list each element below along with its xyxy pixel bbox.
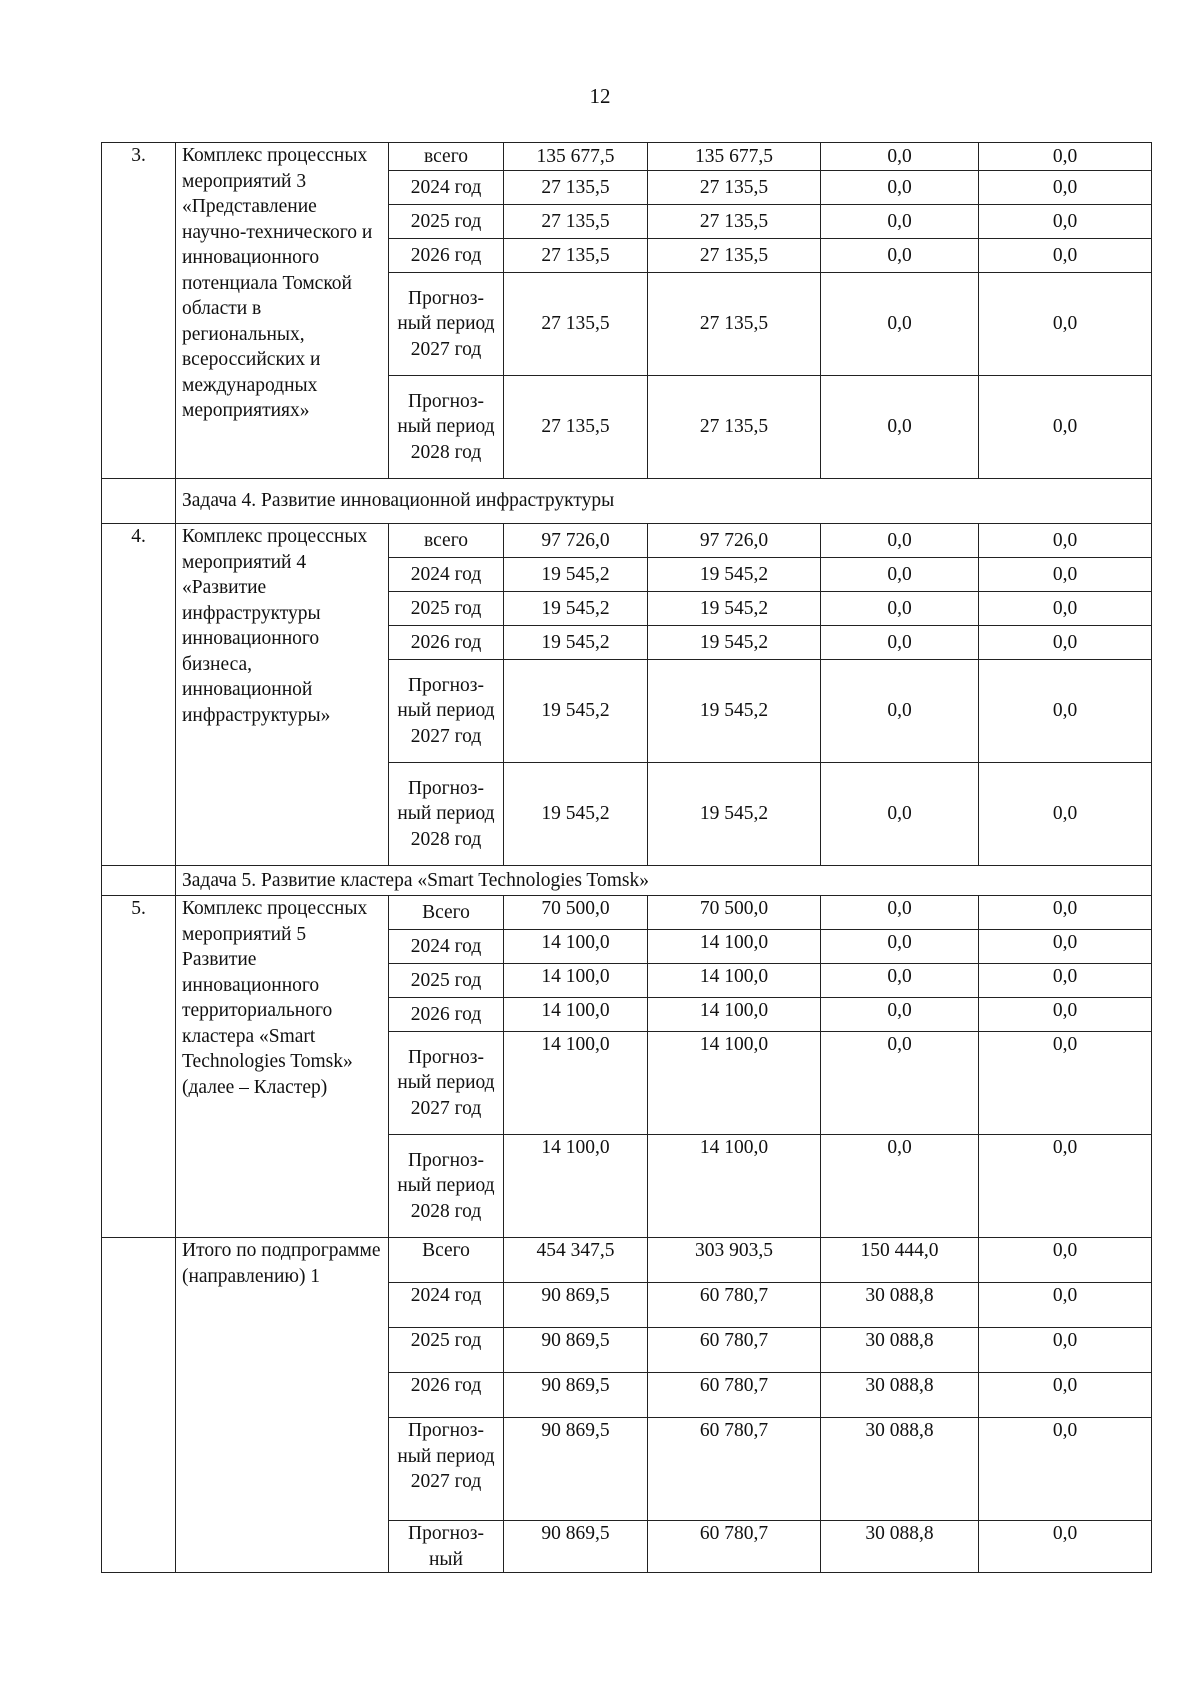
value-col4: 0,0 (979, 1418, 1152, 1521)
table-row (102, 524, 1152, 558)
period: 2024 год (389, 930, 504, 964)
value-total: 90 869,5 (504, 1328, 648, 1373)
value-col3: 0,0 (821, 626, 979, 660)
value-col4: 0,0 (979, 1521, 1152, 1573)
period: Прогноз-ный период 2028 год (389, 1135, 504, 1238)
value-total: 97 726,0 (504, 524, 648, 558)
period: 2025 год (389, 1328, 504, 1373)
value-col4: 0,0 (979, 1283, 1152, 1328)
value-col4: 0,0 (979, 1328, 1152, 1373)
value-col4: 0,0 (979, 1135, 1152, 1238)
value-total: 90 869,5 (504, 1521, 648, 1573)
value-total: 27 135,5 (504, 239, 648, 273)
value-col2: 14 100,0 (648, 1135, 821, 1238)
value-col2: 14 100,0 (648, 964, 821, 998)
period: 2025 год (389, 592, 504, 626)
value-total: 19 545,2 (504, 592, 648, 626)
value-col3: 0,0 (821, 143, 979, 171)
period: Прогноз-ный период 2027 год (389, 1032, 504, 1135)
value-col3: 150 444,0 (821, 1238, 979, 1283)
task-row (102, 479, 1152, 524)
value-col3: 0,0 (821, 239, 979, 273)
value-col3: 30 088,8 (821, 1521, 979, 1573)
value-col2: 135 677,5 (648, 143, 821, 171)
value-col3: 30 088,8 (821, 1373, 979, 1418)
value-total: 27 135,5 (504, 205, 648, 239)
item-name: Комплекс процессных мероприятий 3 «Представление научно-технического и инновационного потенциала Томской области в региональных, всероссийских и международных мероприятиях» (176, 143, 389, 479)
period: Прогноз-ный период 2027 год (389, 1418, 504, 1521)
value-col2: 60 780,7 (648, 1418, 821, 1521)
period: Прогноз-ный период 2028 год (389, 376, 504, 479)
value-col2: 19 545,2 (648, 592, 821, 626)
value-col3: 0,0 (821, 205, 979, 239)
value-col2: 14 100,0 (648, 1032, 821, 1135)
value-col2: 14 100,0 (648, 998, 821, 1032)
value-col4: 0,0 (979, 1032, 1152, 1135)
value-col4: 0,0 (979, 964, 1152, 998)
value-total: 70 500,0 (504, 896, 648, 930)
period: Всего (389, 896, 504, 930)
value-col2: 27 135,5 (648, 171, 821, 205)
value-col2: 19 545,2 (648, 660, 821, 763)
value-col4: 0,0 (979, 930, 1152, 964)
value-col4: 0,0 (979, 1238, 1152, 1283)
budget-table (101, 142, 1152, 1573)
value-col3: 0,0 (821, 930, 979, 964)
period: 2024 год (389, 1283, 504, 1328)
value-col2: 27 135,5 (648, 205, 821, 239)
period: 2026 год (389, 626, 504, 660)
period: 2025 год (389, 205, 504, 239)
period: 2024 год (389, 558, 504, 592)
value-total: 19 545,2 (504, 660, 648, 763)
item-name: Комплекс процессных мероприятий 5 Развитие инновационного территориального кластера «Smart Technologies Tomsk» (далее – Кластер) (176, 896, 389, 1238)
value-col4: 0,0 (979, 896, 1152, 930)
value-total: 27 135,5 (504, 376, 648, 479)
total-name: Итого по подпрограмме (направлению) 1 (176, 1238, 389, 1573)
value-col3: 30 088,8 (821, 1283, 979, 1328)
table-row (102, 896, 1152, 930)
period: Прогноз-ный (389, 1521, 504, 1573)
page-number: 12 (589, 84, 611, 108)
item-number (102, 1238, 176, 1573)
table-row (102, 1238, 1152, 1283)
period: 2026 год (389, 1373, 504, 1418)
period: Прогноз-ный период 2027 год (389, 660, 504, 763)
value-total: 19 545,2 (504, 626, 648, 660)
task-number-cell (102, 479, 176, 524)
period: 2025 год (389, 964, 504, 998)
value-col4: 0,0 (979, 660, 1152, 763)
period: Всего (389, 1238, 504, 1283)
value-col2: 19 545,2 (648, 763, 821, 866)
value-col3: 0,0 (821, 763, 979, 866)
value-col4: 0,0 (979, 763, 1152, 866)
value-total: 27 135,5 (504, 171, 648, 205)
value-col3: 0,0 (821, 1135, 979, 1238)
task-title: Задача 5. Развитие кластера «Smart Technologies Tomsk» (176, 866, 1152, 896)
value-total: 90 869,5 (504, 1373, 648, 1418)
value-col4: 0,0 (979, 626, 1152, 660)
value-col2: 27 135,5 (648, 239, 821, 273)
value-col2: 60 780,7 (648, 1283, 821, 1328)
value-total: 14 100,0 (504, 1032, 648, 1135)
value-col2: 303 903,5 (648, 1238, 821, 1283)
value-total: 14 100,0 (504, 964, 648, 998)
period: 2026 год (389, 998, 504, 1032)
item-number: 4. (102, 524, 176, 866)
task-number-cell (102, 866, 176, 896)
value-col3: 0,0 (821, 592, 979, 626)
table-row (102, 143, 1152, 171)
value-col2: 60 780,7 (648, 1373, 821, 1418)
value-col2: 97 726,0 (648, 524, 821, 558)
value-col3: 0,0 (821, 273, 979, 376)
value-total: 14 100,0 (504, 1135, 648, 1238)
item-name: Комплекс процессных мероприятий 4 «Развитие инфраструктуры инновационного бизнеса, инновационной инфраструктуры» (176, 524, 389, 866)
period: всего (389, 524, 504, 558)
value-col3: 0,0 (821, 171, 979, 205)
task-title: Задача 4. Развитие инновационной инфраструктуры (176, 479, 1152, 524)
value-col2: 70 500,0 (648, 896, 821, 930)
value-total: 454 347,5 (504, 1238, 648, 1283)
value-col3: 0,0 (821, 376, 979, 479)
value-total: 90 869,5 (504, 1418, 648, 1521)
value-col4: 0,0 (979, 239, 1152, 273)
value-col4: 0,0 (979, 998, 1152, 1032)
value-total: 19 545,2 (504, 763, 648, 866)
value-total: 90 869,5 (504, 1283, 648, 1328)
value-col4: 0,0 (979, 171, 1152, 205)
value-col4: 0,0 (979, 376, 1152, 479)
period: всего (389, 143, 504, 171)
value-col2: 27 135,5 (648, 273, 821, 376)
value-col2: 60 780,7 (648, 1328, 821, 1373)
item-number: 3. (102, 143, 176, 479)
value-col4: 0,0 (979, 205, 1152, 239)
value-col4: 0,0 (979, 524, 1152, 558)
value-col3: 30 088,8 (821, 1418, 979, 1521)
value-col4: 0,0 (979, 273, 1152, 376)
value-col3: 0,0 (821, 1032, 979, 1135)
value-col3: 0,0 (821, 998, 979, 1032)
period: 2024 год (389, 171, 504, 205)
value-col2: 27 135,5 (648, 376, 821, 479)
period: Прогноз-ный период 2028 год (389, 763, 504, 866)
value-col3: 0,0 (821, 964, 979, 998)
value-col3: 30 088,8 (821, 1328, 979, 1373)
item-number: 5. (102, 896, 176, 1238)
period: 2026 год (389, 239, 504, 273)
value-col3: 0,0 (821, 524, 979, 558)
value-col3: 0,0 (821, 660, 979, 763)
value-col4: 0,0 (979, 558, 1152, 592)
value-col2: 60 780,7 (648, 1521, 821, 1573)
value-col4: 0,0 (979, 592, 1152, 626)
value-col2: 19 545,2 (648, 626, 821, 660)
value-col3: 0,0 (821, 896, 979, 930)
value-col2: 19 545,2 (648, 558, 821, 592)
value-total: 135 677,5 (504, 143, 648, 171)
value-total: 14 100,0 (504, 930, 648, 964)
value-col4: 0,0 (979, 143, 1152, 171)
value-total: 14 100,0 (504, 998, 648, 1032)
value-total: 19 545,2 (504, 558, 648, 592)
task-row (102, 866, 1152, 896)
period: Прогноз-ный период 2027 год (389, 273, 504, 376)
value-col2: 14 100,0 (648, 930, 821, 964)
value-col3: 0,0 (821, 558, 979, 592)
value-total: 27 135,5 (504, 273, 648, 376)
value-col4: 0,0 (979, 1373, 1152, 1418)
